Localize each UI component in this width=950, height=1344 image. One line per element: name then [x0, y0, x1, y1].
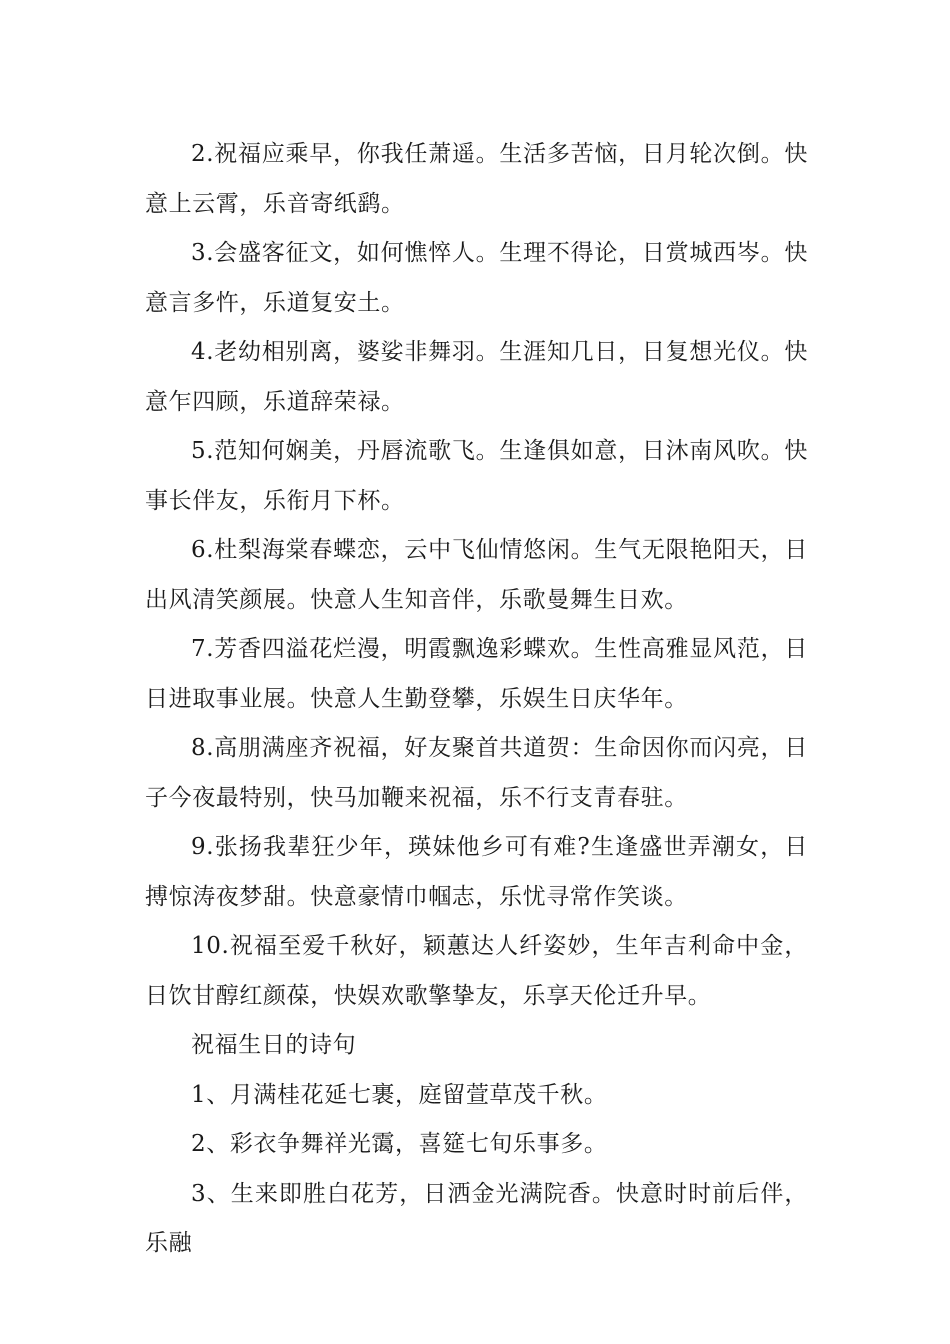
poem-paragraph-6: 6.杜梨海棠春蝶恋，云中飞仙情悠闲。生气无限艳阳天，日出风清笑颜展。快意人生知音伴，乐歌曼舞生日欢。	[145, 537, 808, 613]
poem-paragraph-2: 2.祝福应乘早，你我任萧遥。生活多苦恼，日月轮次倒。快意上云霄，乐音寄纸鹞。	[145, 141, 808, 217]
poem-paragraph-10: 10.祝福至爱千秋好，颖蕙达人纤姿妙，生年吉利命中金，日饮甘醇红颜葆，快娱欢歌擎挚友，乐享天伦迁升早。	[145, 933, 808, 1009]
poem-paragraph-4: 4.老幼相别离，婆娑非舞羽。生涯知几日，日复想光仪。快意乍四顾，乐道辞荣禄。	[145, 339, 808, 415]
document-body	[145, 130, 808, 1269]
poem-paragraph-3: 3.会盛客征文，如何憔悴人。生理不得论，日赏城西岑。快意言多忤，乐道复安土。	[145, 240, 808, 316]
verse-item-3: 3、生来即胜白花芳，日洒金光满院香。快意时时前后伴，乐融	[145, 1180, 808, 1256]
poem-paragraph-7: 7.芳香四溢花烂漫，明霞飘逸彩蝶欢。生性高雅显风范，日日进取事业展。快意人生勤登攀，乐娱生日庆华年。	[145, 636, 808, 712]
verse-item-1: 1、月满桂花延七裹，庭留萱草茂千秋。	[191, 1081, 608, 1108]
poem-paragraph-5: 5.范知何娴美，丹唇流歌飞。生逢俱如意，日沐南风吹。快事长伴友，乐衔月下杯。	[145, 438, 808, 514]
poem-paragraph-8: 8.高朋满座齐祝福，好友聚首共道贺：生命因你而闪亮，日子今夜最特别，快马加鞭来祝福，乐不行支青春驻。	[145, 735, 808, 811]
verse-item-2: 2、彩衣争舞祥光霭，喜筵七旬乐事多。	[191, 1131, 608, 1157]
poem-paragraph-9: 9.张扬我辈狂少年，瑛妹他乡可有难?生逢盛世弄潮女，日搏惊涛夜梦甜。快意豪情巾帼志，乐忧寻常作笑谈。	[145, 834, 808, 910]
section-heading: 祝福生日的诗句	[191, 1032, 357, 1058]
